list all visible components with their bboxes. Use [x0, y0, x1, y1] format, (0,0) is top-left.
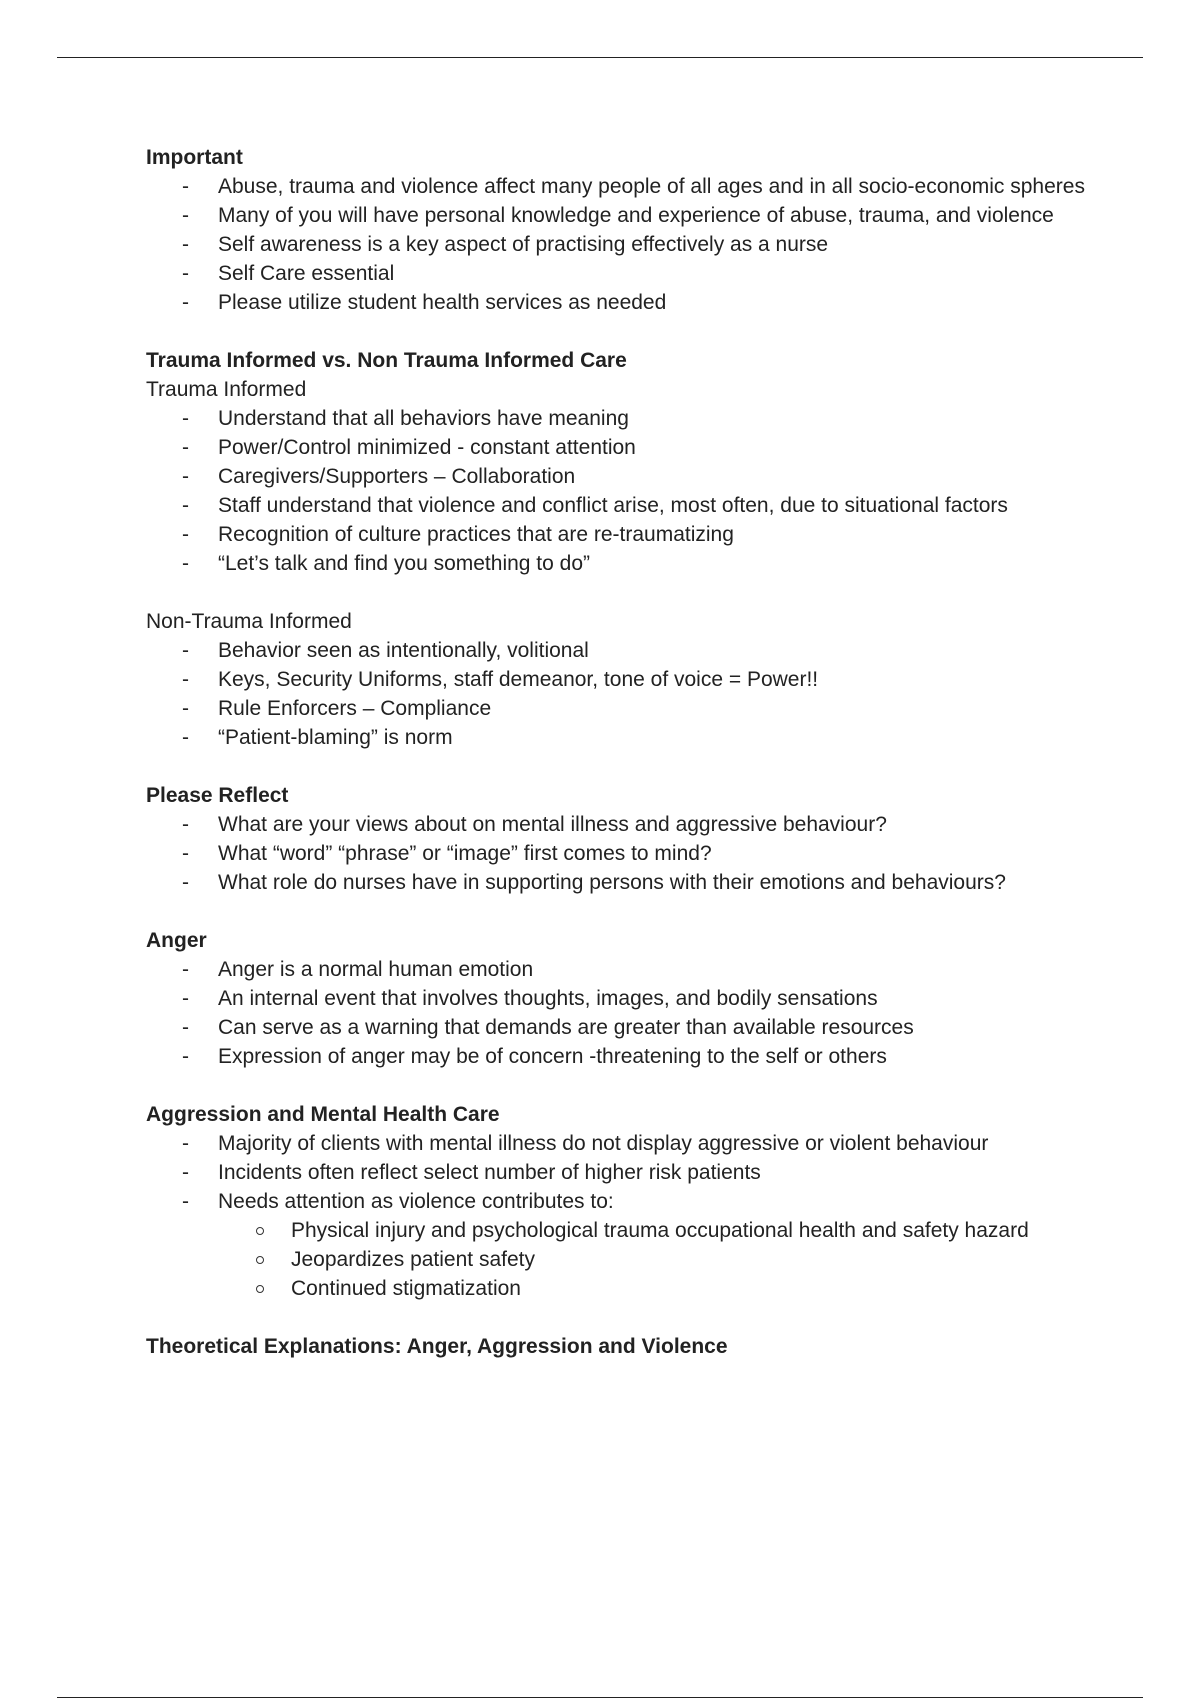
list-item: - Needs attention as violence contributes to: — [146, 1187, 1106, 1216]
list-item: - An internal event that involves thoughts, images, and bodily sensations — [146, 984, 1106, 1013]
list-item: - Caregivers/Supporters – Collaboration — [146, 462, 1106, 491]
list-non-trauma-informed — [146, 636, 1106, 752]
section-aggression — [146, 1100, 1106, 1303]
heading-anger: Anger — [146, 929, 207, 952]
sub-list-item: Continued stigmatization — [146, 1274, 1106, 1303]
section-anger — [146, 926, 1106, 1071]
list-item: - Abuse, trauma and violence affect many people of all ages and in all socio-economic spheres — [146, 172, 1106, 201]
list-item: - What “word” “phrase” or “image” first comes to mind? — [146, 839, 1106, 868]
list-item: - Anger is a normal human emotion — [146, 955, 1106, 984]
section-important — [146, 143, 1106, 317]
list-item: - Keys, Security Uniforms, staff demeanor, tone of voice = Power!! — [146, 665, 1106, 694]
list-item: - “Let’s talk and find you something to do” — [146, 549, 1106, 578]
heading-aggression: Aggression and Mental Health Care — [146, 1103, 500, 1126]
list-item: - Self Care essential — [146, 259, 1106, 288]
list-trauma-informed — [146, 404, 1106, 578]
list-item: - Rule Enforcers – Compliance — [146, 694, 1106, 723]
heading-reflect: Please Reflect — [146, 784, 289, 807]
list-item: - Please utilize student health services as needed — [146, 288, 1106, 317]
subheading-trauma-informed: Trauma Informed — [146, 378, 307, 401]
section-trauma — [146, 346, 1106, 752]
list-item: - Power/Control minimized - constant attention — [146, 433, 1106, 462]
header-rule — [57, 57, 1143, 58]
section-reflect — [146, 781, 1106, 897]
list-item: - Incidents often reflect select number of higher risk patients — [146, 1158, 1106, 1187]
heading-important: Important — [146, 146, 243, 169]
spacer — [146, 578, 1106, 607]
heading-trauma: Trauma Informed vs. Non Trauma Informed Care — [146, 349, 627, 372]
list-item: - Many of you will have personal knowledge and experience of abuse, trauma, and violence — [146, 201, 1106, 230]
section-theory — [146, 1332, 1106, 1361]
list-item: - Behavior seen as intentionally, volitional — [146, 636, 1106, 665]
list-item: - “Patient-blaming” is norm — [146, 723, 1106, 752]
document-body — [146, 143, 1106, 1390]
list-aggression — [146, 1129, 1106, 1216]
list-item: - Majority of clients with mental illness do not display aggressive or violent behaviour — [146, 1129, 1106, 1158]
list-item: - Understand that all behaviors have meaning — [146, 404, 1106, 433]
list-item: - Self awareness is a key aspect of practising effectively as a nurse — [146, 230, 1106, 259]
list-item: - Expression of anger may be of concern -threatening to the self or others — [146, 1042, 1106, 1071]
list-item: - What are your views about on mental illness and aggressive behaviour? — [146, 810, 1106, 839]
list-anger — [146, 955, 1106, 1071]
list-item: - What role do nurses have in supporting persons with their emotions and behaviours? — [146, 868, 1106, 897]
list-reflect — [146, 810, 1106, 897]
heading-theory: Theoretical Explanations: Anger, Aggression and Violence — [146, 1335, 728, 1358]
list-important — [146, 172, 1106, 317]
sub-list-item: Physical injury and psychological trauma occupational health and safety hazard — [146, 1216, 1106, 1245]
footer-rule — [57, 1697, 1143, 1698]
sublist-aggression — [146, 1216, 1106, 1303]
sub-list-item: Jeopardizes patient safety — [146, 1245, 1106, 1274]
subheading-non-trauma-informed: Non-Trauma Informed — [146, 610, 352, 633]
list-item: - Can serve as a warning that demands are greater than available resources — [146, 1013, 1106, 1042]
list-item: - Recognition of culture practices that are re-traumatizing — [146, 520, 1106, 549]
list-item: - Staff understand that violence and conflict arise, most often, due to situational factors — [146, 491, 1106, 520]
